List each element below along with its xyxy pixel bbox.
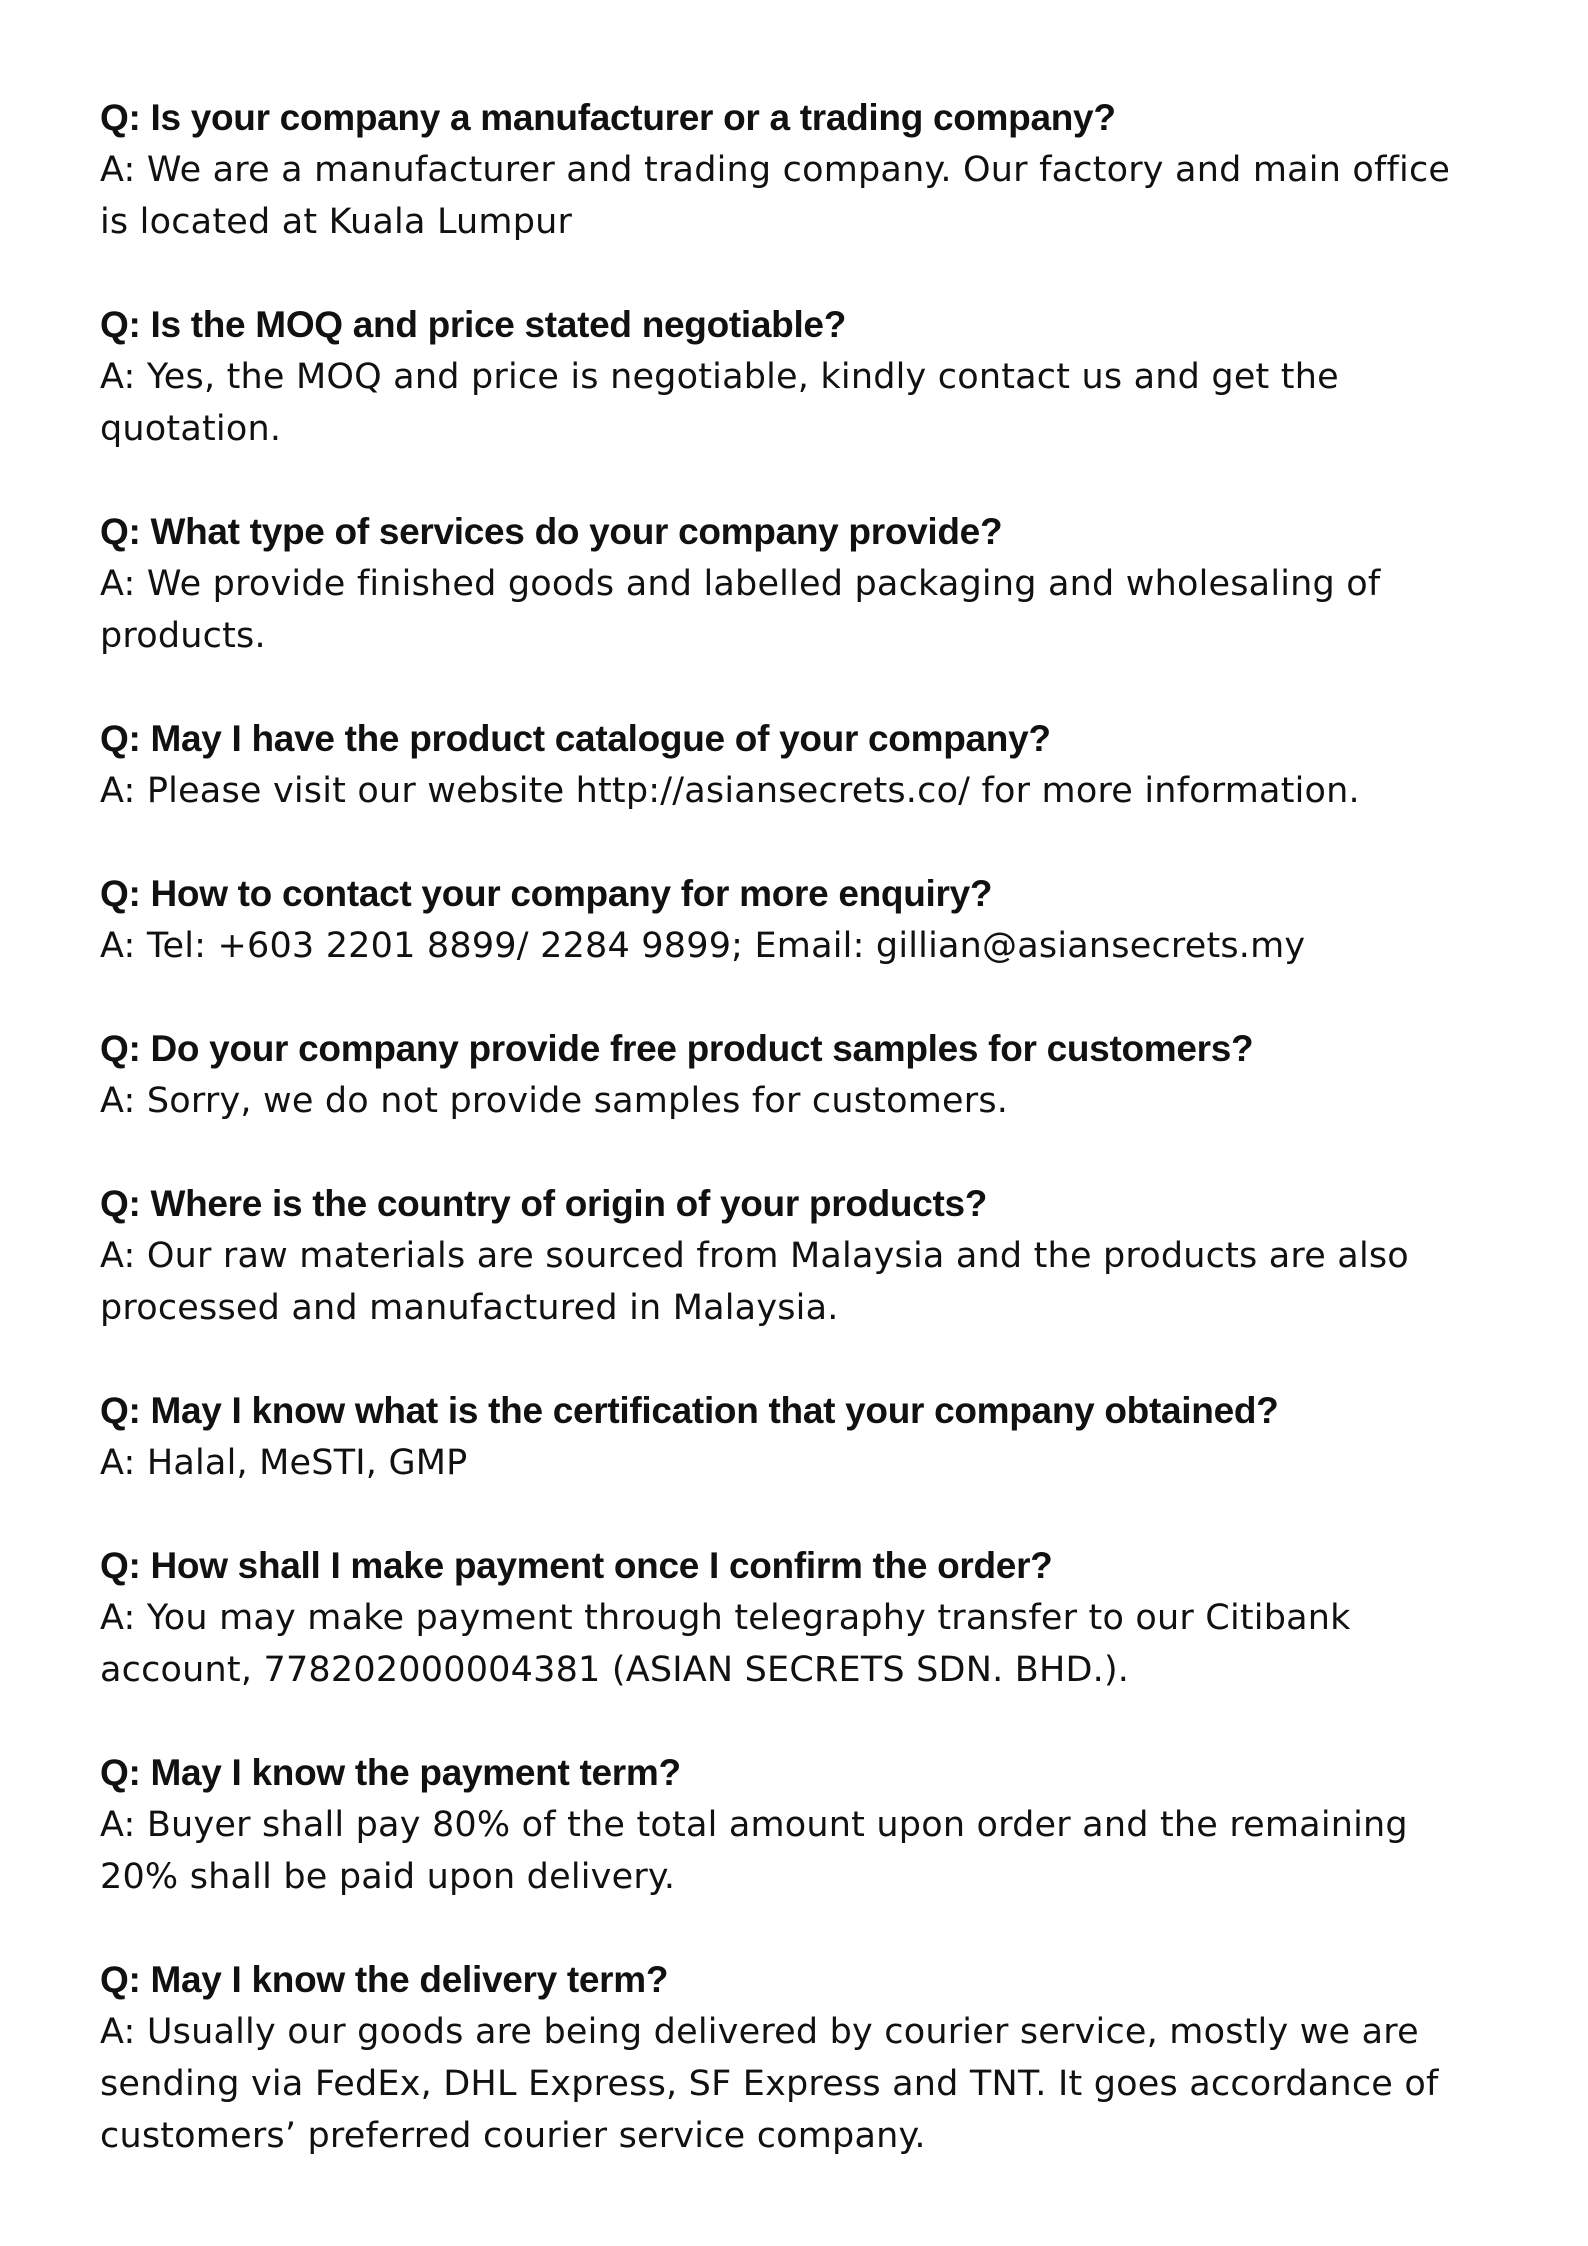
faq-answer xyxy=(100,765,1500,817)
faq-answer xyxy=(100,2006,1500,2162)
faq-answer xyxy=(100,1437,1500,1489)
faq-item xyxy=(100,713,1500,817)
faq-answer xyxy=(100,144,1500,248)
faq-answer-line: processed and manufactured in Malaysia. xyxy=(100,1288,839,1328)
faq-answer-line: A: Halal, MeSTI, GMP xyxy=(100,1443,468,1483)
faq-answer xyxy=(100,920,1500,972)
faq-answer-line: A: You may make payment through telegraphy transfer to our Citibank xyxy=(100,1598,1351,1638)
faq-answer-line: A: Tel: +603 2201 8899/ 2284 9899; Email: gillian@asiansecrets.my xyxy=(100,926,1306,966)
faq-question: Q: May I have the product catalogue of your company? xyxy=(100,718,1051,759)
faq-item xyxy=(100,299,1500,455)
faq-question: Q: Is the MOQ and price stated negotiable? xyxy=(100,304,847,345)
faq-answer-line: A: Please visit our website http://asiansecrets.co/ for more information. xyxy=(100,771,1360,811)
faq-answer xyxy=(100,351,1500,455)
faq-question: Q: May I know the delivery term? xyxy=(100,1959,669,2000)
faq-answer-line: customers’ preferred courier service company. xyxy=(100,2116,926,2156)
faq-answer-line: A: We are a manufacturer and trading company. Our factory and main office xyxy=(100,150,1451,190)
faq-item xyxy=(100,506,1500,662)
faq-answer-line: A: Usually our goods are being delivered by courier service, mostly we are xyxy=(100,2012,1419,2052)
faq-item xyxy=(100,868,1500,972)
faq-document xyxy=(100,92,1500,2213)
faq-item xyxy=(100,1178,1500,1334)
faq-item xyxy=(100,1747,1500,1903)
faq-answer-line: sending via FedEx, DHL Express, SF Express and TNT. It goes accordance of xyxy=(100,2064,1439,2104)
faq-answer-line: is located at Kuala Lumpur xyxy=(100,202,573,242)
faq-question: Q: Do your company provide free product samples for customers? xyxy=(100,1028,1254,1069)
faq-question: Q: May I know the payment term? xyxy=(100,1752,681,1793)
faq-item xyxy=(100,1385,1500,1489)
faq-answer xyxy=(100,1230,1500,1334)
faq-question: Q: May I know what is the certification that your company obtained? xyxy=(100,1390,1279,1431)
faq-question: Q: Is your company a manufacturer or a trading company? xyxy=(100,97,1116,138)
faq-answer xyxy=(100,1799,1500,1903)
faq-answer-line: A: Sorry, we do not provide samples for customers. xyxy=(100,1081,1009,1121)
faq-question: Q: What type of services do your company provide? xyxy=(100,511,1003,552)
faq-item xyxy=(100,1954,1500,2162)
faq-question: Q: Where is the country of origin of your products? xyxy=(100,1183,988,1224)
faq-answer xyxy=(100,1592,1500,1696)
faq-question: Q: How to contact your company for more enquiry? xyxy=(100,873,993,914)
faq-answer-line: products. xyxy=(100,616,266,656)
faq-answer-line: A: We provide finished goods and labelled packaging and wholesaling of xyxy=(100,564,1381,604)
faq-answer-line: quotation. xyxy=(100,409,282,449)
faq-answer-line: A: Our raw materials are sourced from Malaysia and the products are also xyxy=(100,1236,1409,1276)
faq-item xyxy=(100,1023,1500,1127)
faq-answer-line: 20% shall be paid upon delivery. xyxy=(100,1857,676,1897)
faq-item xyxy=(100,92,1500,248)
faq-question: Q: How shall I make payment once I confirm the order? xyxy=(100,1545,1053,1586)
faq-answer-line: A: Yes, the MOQ and price is negotiable, kindly contact us and get the xyxy=(100,357,1339,397)
faq-answer-line: A: Buyer shall pay 80% of the total amount upon order and the remaining xyxy=(100,1805,1408,1845)
faq-answer xyxy=(100,1075,1500,1127)
faq-item xyxy=(100,1540,1500,1696)
faq-answer xyxy=(100,558,1500,662)
faq-answer-line: account, 778202000004381 (ASIAN SECRETS SDN. BHD.). xyxy=(100,1650,1130,1690)
